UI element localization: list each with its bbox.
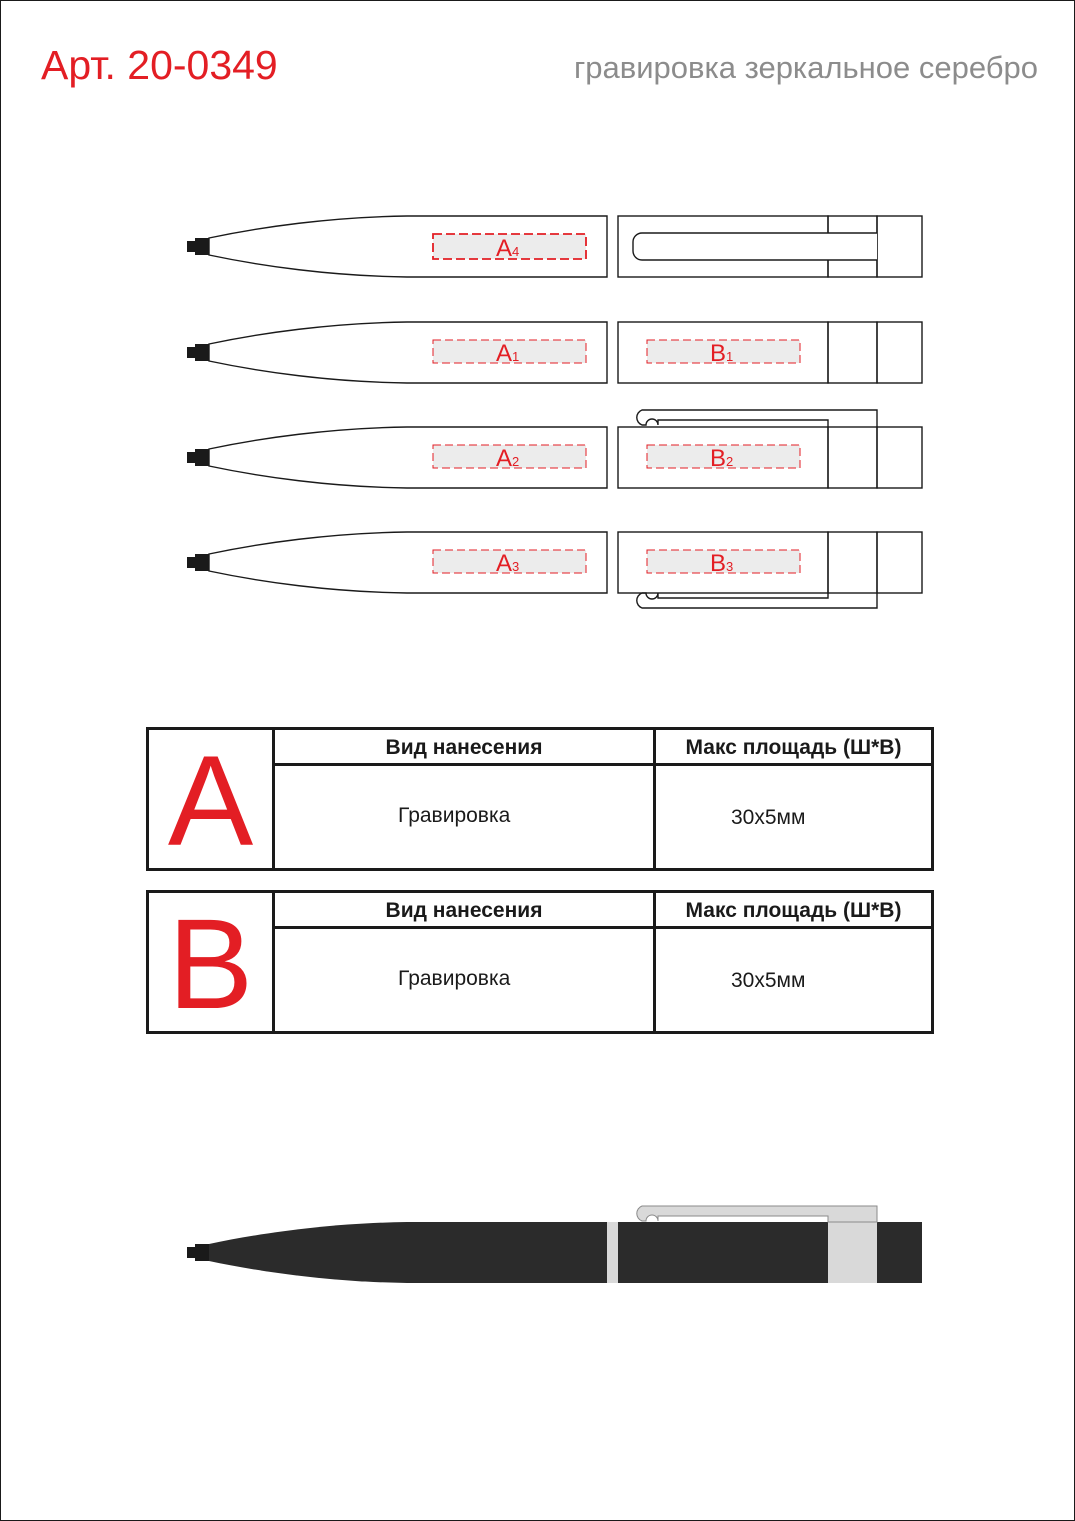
- method-header: Вид нанесения: [385, 899, 543, 922]
- max-area-header: Макс площадь (Ш*В): [685, 899, 902, 922]
- max-area-value: 30х5мм: [731, 969, 806, 992]
- zone-letter-cell: [149, 730, 275, 873]
- spec-table-b: [146, 890, 934, 1034]
- zone-label-a2: A2: [496, 445, 520, 472]
- article-number: Арт. 20-0349: [41, 42, 278, 88]
- pen-side-view-3: [187, 532, 922, 608]
- spec-table-a: [146, 727, 934, 871]
- pen-side-view-1: [187, 322, 922, 383]
- pen-colored-view: [187, 1206, 922, 1283]
- pen-side-view-2: [187, 410, 922, 488]
- zone-label-b3: B3: [710, 550, 734, 577]
- zone-label-b2: B2: [710, 445, 734, 472]
- divider: [272, 926, 931, 929]
- zone-letter: A: [167, 730, 254, 873]
- max-area-value: 30х5мм: [731, 806, 806, 829]
- method-value: Гравировка: [398, 804, 511, 827]
- pen-top-view: [187, 216, 922, 277]
- zone-label-a3: A3: [496, 550, 520, 577]
- zone-letter: B: [167, 893, 254, 1036]
- method-value: Гравировка: [398, 967, 511, 990]
- zone-label-b1: B1: [710, 340, 734, 367]
- application-method-title: гравировка зеркальное серебро: [573, 50, 1038, 85]
- max-area-header: Макс площадь (Ш*В): [685, 736, 902, 759]
- zone-label-a4: A4: [496, 235, 520, 262]
- zone-label-a1: A1: [496, 340, 520, 367]
- method-header: Вид нанесения: [385, 736, 543, 759]
- zone-labels: [496, 235, 733, 577]
- zone-letter-cell: [149, 893, 275, 1036]
- divider: [272, 763, 931, 766]
